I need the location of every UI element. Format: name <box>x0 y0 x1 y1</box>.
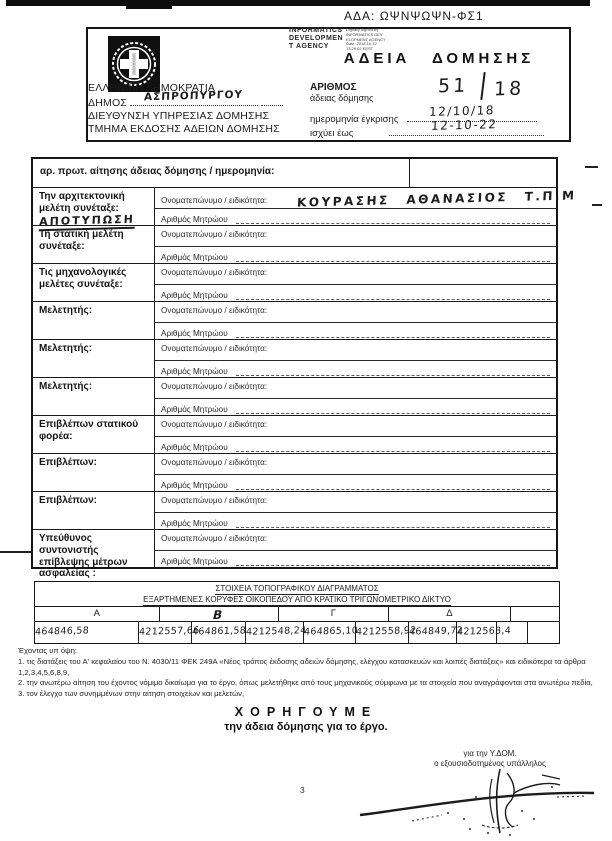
contributor-row <box>33 492 556 530</box>
name-specialty-field <box>155 264 556 285</box>
name-specialty-label: Ονοματεπώνυμο / ειδικότητα: <box>161 496 268 505</box>
number-label: ΑΡΙΘΜΟΣ <box>310 82 357 93</box>
contributor-fields-cell <box>155 340 556 377</box>
legal-basis-notes <box>18 646 596 700</box>
stamp-small-line: 13:29:02 EEST <box>346 46 374 52</box>
contributor-fields-cell <box>155 226 556 263</box>
contributor-role-cell <box>33 416 155 453</box>
topographic-table-title <box>35 582 559 606</box>
topo-title-line1: ΣΤΟΙΧΕΙΑ ΤΟΠΟΓΡΑΦΙΚΟΥ ΔΙΑΓΡΑΜΜΑΤΟΣ <box>215 584 379 593</box>
registry-number-label: Αριθμός Μητρώου <box>161 215 228 224</box>
handwritten-note: ΑΠΟΤΥΠΩΣΗ <box>39 213 135 230</box>
coordinate-cell <box>355 622 417 643</box>
municipality-dotted-line <box>130 88 258 106</box>
name-specialty-label: Ονοματεπώνυμο / ειδικότητα: <box>161 534 268 543</box>
contributor-fields-cell <box>155 416 556 453</box>
approval-date-line <box>310 103 537 125</box>
scan-artifact-line <box>0 551 33 553</box>
registry-number-label: Αριθμός Μητρώου <box>161 519 228 528</box>
coordinate-cell <box>138 622 200 643</box>
vertex-header-cell: Γ <box>279 607 389 621</box>
coordinate-cell <box>35 622 139 643</box>
municipality-label: ΔΗΜΟΣ <box>88 97 128 109</box>
name-specialty-label: Ονοματεπώνυμο / ειδικότητα: <box>161 420 268 429</box>
municipality-handwritten-value: ΑΣΠΡΟΠΥΡΓΟΥ <box>143 88 244 104</box>
topographic-table <box>34 581 560 644</box>
registry-number-field <box>155 399 556 414</box>
contributor-role-label: Επιβλέπων: <box>39 495 97 506</box>
name-specialty-field <box>155 416 556 437</box>
registry-number-field <box>155 285 556 300</box>
name-specialty-field <box>155 226 556 247</box>
contributor-role-cell <box>33 454 155 491</box>
name-specialty-label: Ονοματεπώνυμο / ειδικότητα: <box>161 196 268 205</box>
contributor-role-cell <box>33 264 155 301</box>
number-sublabel: άδειας δόμησης <box>310 93 374 103</box>
contributor-row <box>33 302 556 340</box>
stamp-small-line: ELOPMENT AGENCY <box>346 36 386 42</box>
approval-date-handwritten: 12/10/18 <box>428 103 496 119</box>
contributor-role-label: Τις μηχανολογικές μελέτες συνέταξε: <box>39 267 127 290</box>
page-number: 3 <box>300 785 305 795</box>
scan-artifact-mark <box>585 166 598 168</box>
registry-number-label: Αριθμός Μητρώου <box>161 557 228 566</box>
protocol-label: αρ. πρωτ. αίτησης άδειας δόμησης / ημερομηνία: <box>33 159 410 187</box>
registry-dash-line <box>236 442 550 452</box>
name-specialty-field <box>155 302 556 323</box>
topo-title-line2: ΕΞΑΡΤΗΜΕΝΕΣ ΚΟΡΥΦΕΣ ΟΙΚΟΠΕΔΟΥ ΑΠΟ ΚΡΑΤΙΚΟ ΤΡΙΓΩΝΟΜΕΤΡΙΚΟ ΔΙΚΤΥΟ <box>143 595 451 604</box>
contributor-row <box>33 378 556 416</box>
ada-code: ΑΔΑ: ΩΨΝΨΩΨΝ-ΦΣ1 <box>344 9 484 23</box>
contributor-row <box>33 226 556 264</box>
municipality-dotted-line-2 <box>261 96 283 106</box>
registry-number-field <box>155 513 556 528</box>
registry-number-label: Αριθμός Μητρώου <box>161 443 228 452</box>
registry-dash-line <box>236 252 550 262</box>
stamp-small-line: Digitally signed by <box>346 27 379 32</box>
stamp-small-line: INFORMATICS DEV <box>346 31 383 37</box>
vertex-header-cell: Δ <box>389 607 512 621</box>
vertex-header-row <box>35 606 559 622</box>
coordinate-handwritten-value: 4212563,4 <box>456 625 512 638</box>
having-regard-label: Έχοντας υπ όψη: <box>18 646 77 655</box>
name-specialty-field <box>155 530 556 551</box>
stamp-small-line: Date: 2018.10.12 <box>346 41 377 47</box>
registry-dash-line <box>236 214 550 224</box>
permit-year-handwritten: 18 <box>493 77 525 101</box>
contributor-row <box>33 416 556 454</box>
contributor-row <box>33 454 556 492</box>
contributor-role-label: Τη στατική μελέτη συνέταξε: <box>39 229 124 252</box>
name-specialty-field <box>155 188 578 210</box>
contributor-role-cell <box>33 302 155 339</box>
registry-dash-line <box>236 290 550 300</box>
department-line: ΤΜΗΜΑ ΕΚΔΟΣΗΣ ΑΔΕΙΩΝ ΔΟΜΗΣΗΣ <box>88 123 280 135</box>
name-specialty-label: Ονοματεπώνυμο / ειδικότητα: <box>161 230 268 239</box>
contributor-role-cell <box>33 226 155 263</box>
contributor-role-cell <box>33 530 155 580</box>
name-specialty-field <box>155 340 556 361</box>
contributor-row <box>33 340 556 378</box>
name-specialty-field <box>155 378 556 399</box>
registry-number-field <box>155 361 556 376</box>
stamp-line: DEVELOPMEN <box>289 35 344 43</box>
contributor-role-label: Μελετητής: <box>39 381 93 392</box>
vertex-header-cell <box>511 607 559 621</box>
name-specialty-label: Ονοματεπώνυμο / ειδικότητα: <box>161 268 268 277</box>
name-handwritten-value: ΚΟΥΡΑΣΗΣ ΑΘΑΝΑΣΙΟΣ Τ.Π.Μ <box>297 188 578 210</box>
contributor-row <box>33 188 578 228</box>
approval-date-label: ημερομηνία έγκρισης <box>310 114 399 125</box>
contributors-table <box>31 157 578 580</box>
coordinate-handwritten-value: 4212557,66 <box>138 625 200 638</box>
contributor-fields-cell <box>155 492 556 529</box>
signature-role-label: ο εξουσιοδοτημένος υπάλληλος <box>434 759 546 769</box>
contributor-fields-cell <box>155 264 556 301</box>
registry-dash-line <box>236 404 550 414</box>
name-specialty-label: Ονοματεπώνυμο / ειδικότητα: <box>161 306 268 315</box>
vertex-header-cell <box>160 607 280 621</box>
contributor-fields-cell <box>155 188 578 225</box>
contributor-row <box>33 530 556 580</box>
contributor-role-label: Την αρχιτεκτονική μελέτη συνέταξε: <box>39 191 125 214</box>
legal-item: 1. τις διατάξεις του Α' κεφαλαίου του Ν. 4030/11 ΦΕΚ 249Α «Νέος τρόπος έκδοσης αδειών δόμησης, ελέγχου κατασκευών και λοιπές διατάξεις» και ειδικότερα τα άρθρα 1,2,3,4,5,6,8,9, <box>18 656 586 677</box>
contributor-role-label: Επιβλέπων στατικού φορέα: <box>39 419 139 442</box>
contributor-role-cell <box>33 378 155 415</box>
republic-line: ΕΛΛΗΝΙΚΗ ΔΗΜΟΚΡΑΤΙΑ <box>88 82 216 94</box>
contributor-role-cell <box>33 340 155 377</box>
signature-for-label: για την Υ.ΔΟΜ. <box>463 749 517 758</box>
contributor-role-cell <box>33 492 155 529</box>
registry-number-label: Αριθμός Μητρώου <box>161 367 228 376</box>
coordinate-cell <box>528 622 559 643</box>
stamp-line: T AGENCY <box>289 43 329 51</box>
stamp-line: INFORMATICS <box>289 27 343 34</box>
registry-number-field <box>155 323 556 338</box>
permit-number-handwritten: 51 <box>437 74 469 98</box>
informatics-agency-stamp <box>289 27 343 51</box>
valid-until-handwritten: 12-10-22 <box>430 117 498 133</box>
registry-number-field <box>155 209 556 224</box>
document-title: ΑΔΕΙΑ ΔΟΜΗΣΗΣ <box>343 50 535 67</box>
contributor-fields-cell <box>155 302 556 339</box>
registry-number-field <box>155 551 556 566</box>
registry-number-field <box>155 437 556 452</box>
name-specialty-label: Ονοματεπώνυμο / ειδικότητα: <box>161 382 268 391</box>
contributor-role-label: Υπεύθυνος συντονιστής επίβλεψης μέτρων ασφαλείας : <box>39 533 128 580</box>
grant-line: την άδεια δόμησης για το έργο. <box>224 721 388 733</box>
coordinate-handwritten-value: 464849,72 <box>408 625 464 638</box>
coordinate-handwritten-value: 464865,10 <box>303 625 359 638</box>
legal-item: 3. τον έλεγχο των συνημμένων στην αίτηση στοιχείων και μελετών, <box>18 689 245 699</box>
grant-word: ΧΟΡΗΓΟΥΜΕ <box>234 705 378 719</box>
coordinate-handwritten-value: 464861,58 <box>191 625 247 638</box>
coordinates-row <box>35 622 559 643</box>
handwritten-signature <box>352 763 602 841</box>
contributor-fields-cell <box>155 378 556 415</box>
contributor-row <box>33 264 556 302</box>
coordinate-cell <box>303 622 359 643</box>
registry-number-label: Αριθμός Μητρώου <box>161 253 228 262</box>
registry-dash-line <box>236 518 550 528</box>
name-specialty-field <box>155 454 556 475</box>
contributor-fields-cell <box>155 530 556 567</box>
registry-dash-line <box>236 480 550 490</box>
registry-dash-line <box>236 556 550 566</box>
registry-number-label: Αριθμός Μητρώου <box>161 291 228 300</box>
contributor-role-label: Μελετητής: <box>39 305 93 316</box>
scan-artifact-top-bar <box>6 0 590 6</box>
name-specialty-field <box>155 492 556 513</box>
valid-until-label: ισχύει έως <box>310 128 354 139</box>
coordinate-cell <box>245 622 307 643</box>
protocol-empty-cell <box>410 159 556 187</box>
contributor-rows <box>33 188 578 580</box>
coordinate-handwritten-value: 464846,58 <box>34 625 90 638</box>
coordinate-handwritten-value: 4212548,24 <box>245 625 307 638</box>
registry-number-field <box>155 247 556 262</box>
vertex-header-cell: Α <box>35 607 160 621</box>
registry-dash-line <box>236 366 550 376</box>
coordinate-cell <box>192 622 246 643</box>
contributor-role-label: Μελετητής: <box>39 343 93 354</box>
contributor-role-cell <box>33 188 155 228</box>
directorate-line: ΔΙΕΥΘΥΝΣΗ ΥΠΗΡΕΣΙΑΣ ΔΟΜΗΣΗΣ <box>88 110 270 122</box>
registry-number-label: Αριθμός Μητρώου <box>161 405 228 414</box>
legal-item: 2. την ανωτέρω αίτηση του έχοντος νόμιμο δικαίωμα για το έργο, όπως μελετήθηκε από τους μηχανικούς σύμφωνα με τα στοιχεία που αναγράφονται στα ανωτέρω πεδία, <box>18 678 593 688</box>
contributor-fields-cell <box>155 454 556 491</box>
scan-artifact-bar-segment <box>126 6 172 9</box>
contributor-role-label: Επιβλέπων: <box>39 457 97 468</box>
registry-number-label: Αριθμός Μητρώου <box>161 329 228 338</box>
registry-dash-line <box>236 328 550 338</box>
protocol-row <box>33 159 556 188</box>
registry-number-field <box>155 475 556 490</box>
name-specialty-label: Ονοματεπώνυμο / ειδικότητα: <box>161 344 268 353</box>
registry-number-label: Αριθμός Μητρώου <box>161 481 228 490</box>
stamp-small-text <box>346 28 386 52</box>
name-specialty-label: Ονοματεπώνυμο / ειδικότητα: <box>161 458 268 467</box>
valid-until-dotted-line <box>389 117 544 136</box>
scan-artifact-mark <box>592 204 602 206</box>
vertex-letter-handwritten: Β <box>213 607 225 623</box>
coordinate-handwritten-value: 4212558,92 <box>355 625 417 638</box>
